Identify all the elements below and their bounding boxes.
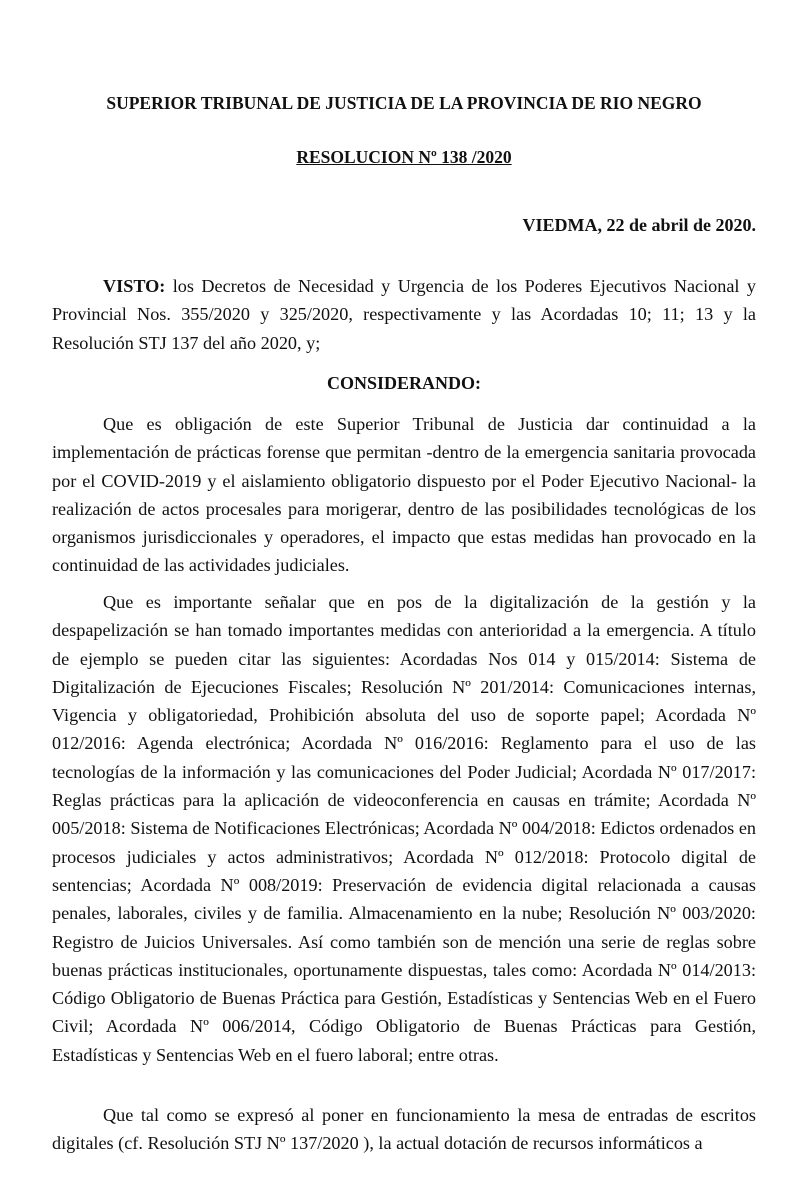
resolution-number: RESOLUCION Nº 138 /2020 xyxy=(296,147,512,167)
date-text: , 22 de abril de 2020. xyxy=(597,215,756,235)
paragraph-3: Que tal como se expresó al poner en funcionamiento la mesa de entradas de escritos digitales (cf. Resolución STJ Nº 137/2020 ), la actual dotación de recursos informáticos a xyxy=(52,1105,756,1154)
date-line xyxy=(522,212,756,238)
visto-text: los Decretos de Necesidad y Urgencia de los Poderes Ejecutivos Nacional y Provincial Nos. 355/2020 y 325/2020, respectivamente y las Acordadas 10; 11; 13 y la Resolución STJ 137 del año 2020, y; xyxy=(52,276,756,353)
paragraph-2: Que es importante señalar que en pos de la digitalización de la gestión y la despapelización se han tomado importantes medidas con anterioridad a la emergencia. A título de ejemplo se pueden citar las siguientes: Acordadas Nos 014 y 015/2014: Sistema de Digitalización de Ejecuciones Fiscales; Resolución Nº 201/2014: Comunicaciones internas, Vigencia y obligatoriedad, Prohibición absoluta del uso de soporte papel; Acordada Nº 012/2016: Agenda electrónica; Acordada Nº 016/2016: Reglamento para el uso de las tecnologías de la información y las comunicaciones del Poder Judicial; Acordada Nº 017/2017: Reglas prácticas para la aplicación de videoconferencia en causas en trámite; Acordada Nº 005/2018: Sistema de Notificaciones Electrónicas; Acordada Nº 004/2018: Edictos ordenados en procesos judiciales y actos administrativos; Acordada Nº 012/2018: Protocolo digital de sentencias; Acordada Nº 008/2019: Preservación de evidencia digital relacionada a causas penales, laborales, civiles y de familia. Almacenamiento en la nube; Resolución Nº 003/2020: Registro de Juicios Universales. Así como también son de mención una serie de reglas sobre buenas prácticas institucionales, oportunamente dispuestas, tales como: Acordada Nº 014/2013: Código Obligatorio de Buenas Práctica para Gestión, Estadísticas y Sentencias Web en el Fuero Civil; Acordada Nº 006/2014, Código Obligatorio de Buenas Prácticas para Gestión, Estadísticas y Sentencias Web en el fuero laboral; entre otras. xyxy=(52,592,756,1065)
considerando-heading: CONSIDERANDO: xyxy=(326,373,481,393)
date-city: VIEDMA xyxy=(522,215,598,235)
paragraph-1: Que es obligación de este Superior Tribunal de Justicia dar continuidad a la implementación de prácticas forense que permitan -dentro de la emergencia sanitaria provocada por el COVID-2019 y el aislamiento obligatorio dispuesto por el Poder Ejecutivo Nacional- la realización de actos procesales para morigerar, dentro de las posibilidades tecnológicas de los organismos jurisdiccionales y operadores, el impacto que estas medidas han provocado en la continuidad de las actividades judiciales. xyxy=(52,414,756,576)
visto-paragraph xyxy=(52,272,756,357)
visto-label: VISTO: xyxy=(103,276,166,296)
court-heading: SUPERIOR TRIBUNAL DE JUSTICIA DE LA PROVINCIA DE RIO NEGRO xyxy=(106,93,702,113)
